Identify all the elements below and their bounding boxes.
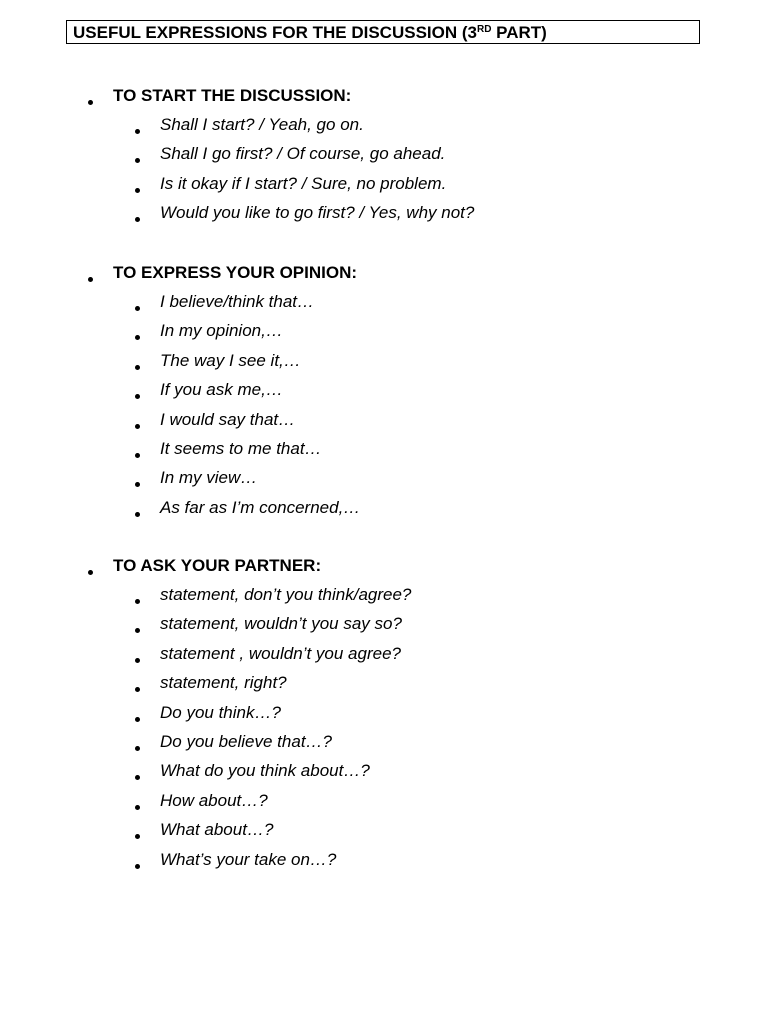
section-heading: TO EXPRESS YOUR OPINION: xyxy=(113,263,358,282)
title-superscript: RD xyxy=(476,24,492,35)
bullet-icon xyxy=(88,100,93,105)
expression-text: Would you like to go first? / Yes, why not? xyxy=(160,203,475,223)
expression-text: statement, right? xyxy=(160,673,287,693)
list-item xyxy=(0,321,768,358)
bullet-icon xyxy=(135,864,140,869)
bullet-icon xyxy=(135,306,140,311)
expression-list xyxy=(0,585,768,887)
expression-text: Do you think…? xyxy=(160,702,281,722)
expression-text: The way I see it,… xyxy=(160,350,301,370)
expression-text: How about…? xyxy=(160,790,268,810)
bullet-icon xyxy=(135,394,140,399)
expression-text: As far as I’m concerned,… xyxy=(160,497,361,517)
section-heading: TO START THE DISCUSSION: xyxy=(113,86,352,105)
bullet-icon xyxy=(135,687,140,692)
bullet-icon xyxy=(135,805,140,810)
document-title xyxy=(66,20,700,44)
list-item xyxy=(0,790,768,828)
bullet-icon xyxy=(135,717,140,722)
bullet-icon xyxy=(135,746,140,751)
list-item xyxy=(0,292,768,329)
bullet-icon xyxy=(135,658,140,663)
list-item xyxy=(0,409,768,447)
list-item xyxy=(0,673,768,710)
expression-text: If you ask me,… xyxy=(160,380,283,400)
list-item xyxy=(0,350,768,388)
list-item xyxy=(0,203,768,240)
bullet-icon xyxy=(135,158,140,163)
expression-text: What do you think about…? xyxy=(160,761,370,781)
expression-list xyxy=(0,292,768,535)
bullet-icon xyxy=(135,365,140,370)
expression-text: What about…? xyxy=(160,820,274,840)
bullet-icon xyxy=(135,482,140,487)
bullet-icon xyxy=(135,129,140,134)
bullet-icon xyxy=(135,335,140,340)
expression-text: I would say that… xyxy=(160,409,296,429)
list-item xyxy=(0,849,768,887)
section-heading-row xyxy=(0,263,768,300)
expression-text: Do you believe that…? xyxy=(160,731,332,751)
list-item xyxy=(0,702,768,740)
expression-text: I believe/think that… xyxy=(160,292,315,311)
bullet-icon xyxy=(135,453,140,458)
list-item xyxy=(0,380,768,417)
bullet-icon xyxy=(135,512,140,517)
bullet-icon xyxy=(135,188,140,193)
list-item xyxy=(0,438,768,476)
section-express-opinion xyxy=(0,263,768,535)
list-item xyxy=(0,820,768,857)
expression-text: Is it okay if I start? / Sure, no problem. xyxy=(160,173,447,193)
expression-text: statement, wouldn’t you say so? xyxy=(160,614,402,634)
expression-text: In my opinion,… xyxy=(160,321,283,341)
bullet-icon xyxy=(88,277,93,282)
expression-text: In my view… xyxy=(160,468,258,488)
list-item xyxy=(0,468,768,505)
title-main: USEFUL EXPRESSIONS FOR THE DISCUSSION (3 xyxy=(73,23,477,42)
bullet-icon xyxy=(88,570,93,575)
section-heading-row xyxy=(0,86,768,123)
expression-text: What’s your take on…? xyxy=(160,849,337,869)
list-item xyxy=(0,761,768,798)
list-item xyxy=(0,497,768,535)
bullet-icon xyxy=(135,628,140,633)
bullet-icon xyxy=(135,424,140,429)
bullet-icon xyxy=(135,217,140,222)
expression-text: statement , wouldn’t you agree? xyxy=(160,643,401,663)
list-item xyxy=(0,643,768,681)
title-tail: PART) xyxy=(491,23,547,42)
expression-text: statement, don’t you think/agree? xyxy=(160,585,412,604)
bullet-icon xyxy=(135,775,140,780)
section-start-discussion xyxy=(0,86,768,241)
bullet-icon xyxy=(135,834,140,839)
expression-text: Shall I go first? / Of course, go ahead. xyxy=(160,144,446,164)
section-heading: TO ASK YOUR PARTNER: xyxy=(113,556,322,575)
expression-text: It seems to me that… xyxy=(160,438,322,458)
section-ask-partner xyxy=(0,556,768,887)
bullet-icon xyxy=(135,599,140,604)
list-item xyxy=(0,731,768,769)
expression-text: Shall I start? / Yeah, go on. xyxy=(160,115,364,134)
expression-list xyxy=(0,115,768,241)
